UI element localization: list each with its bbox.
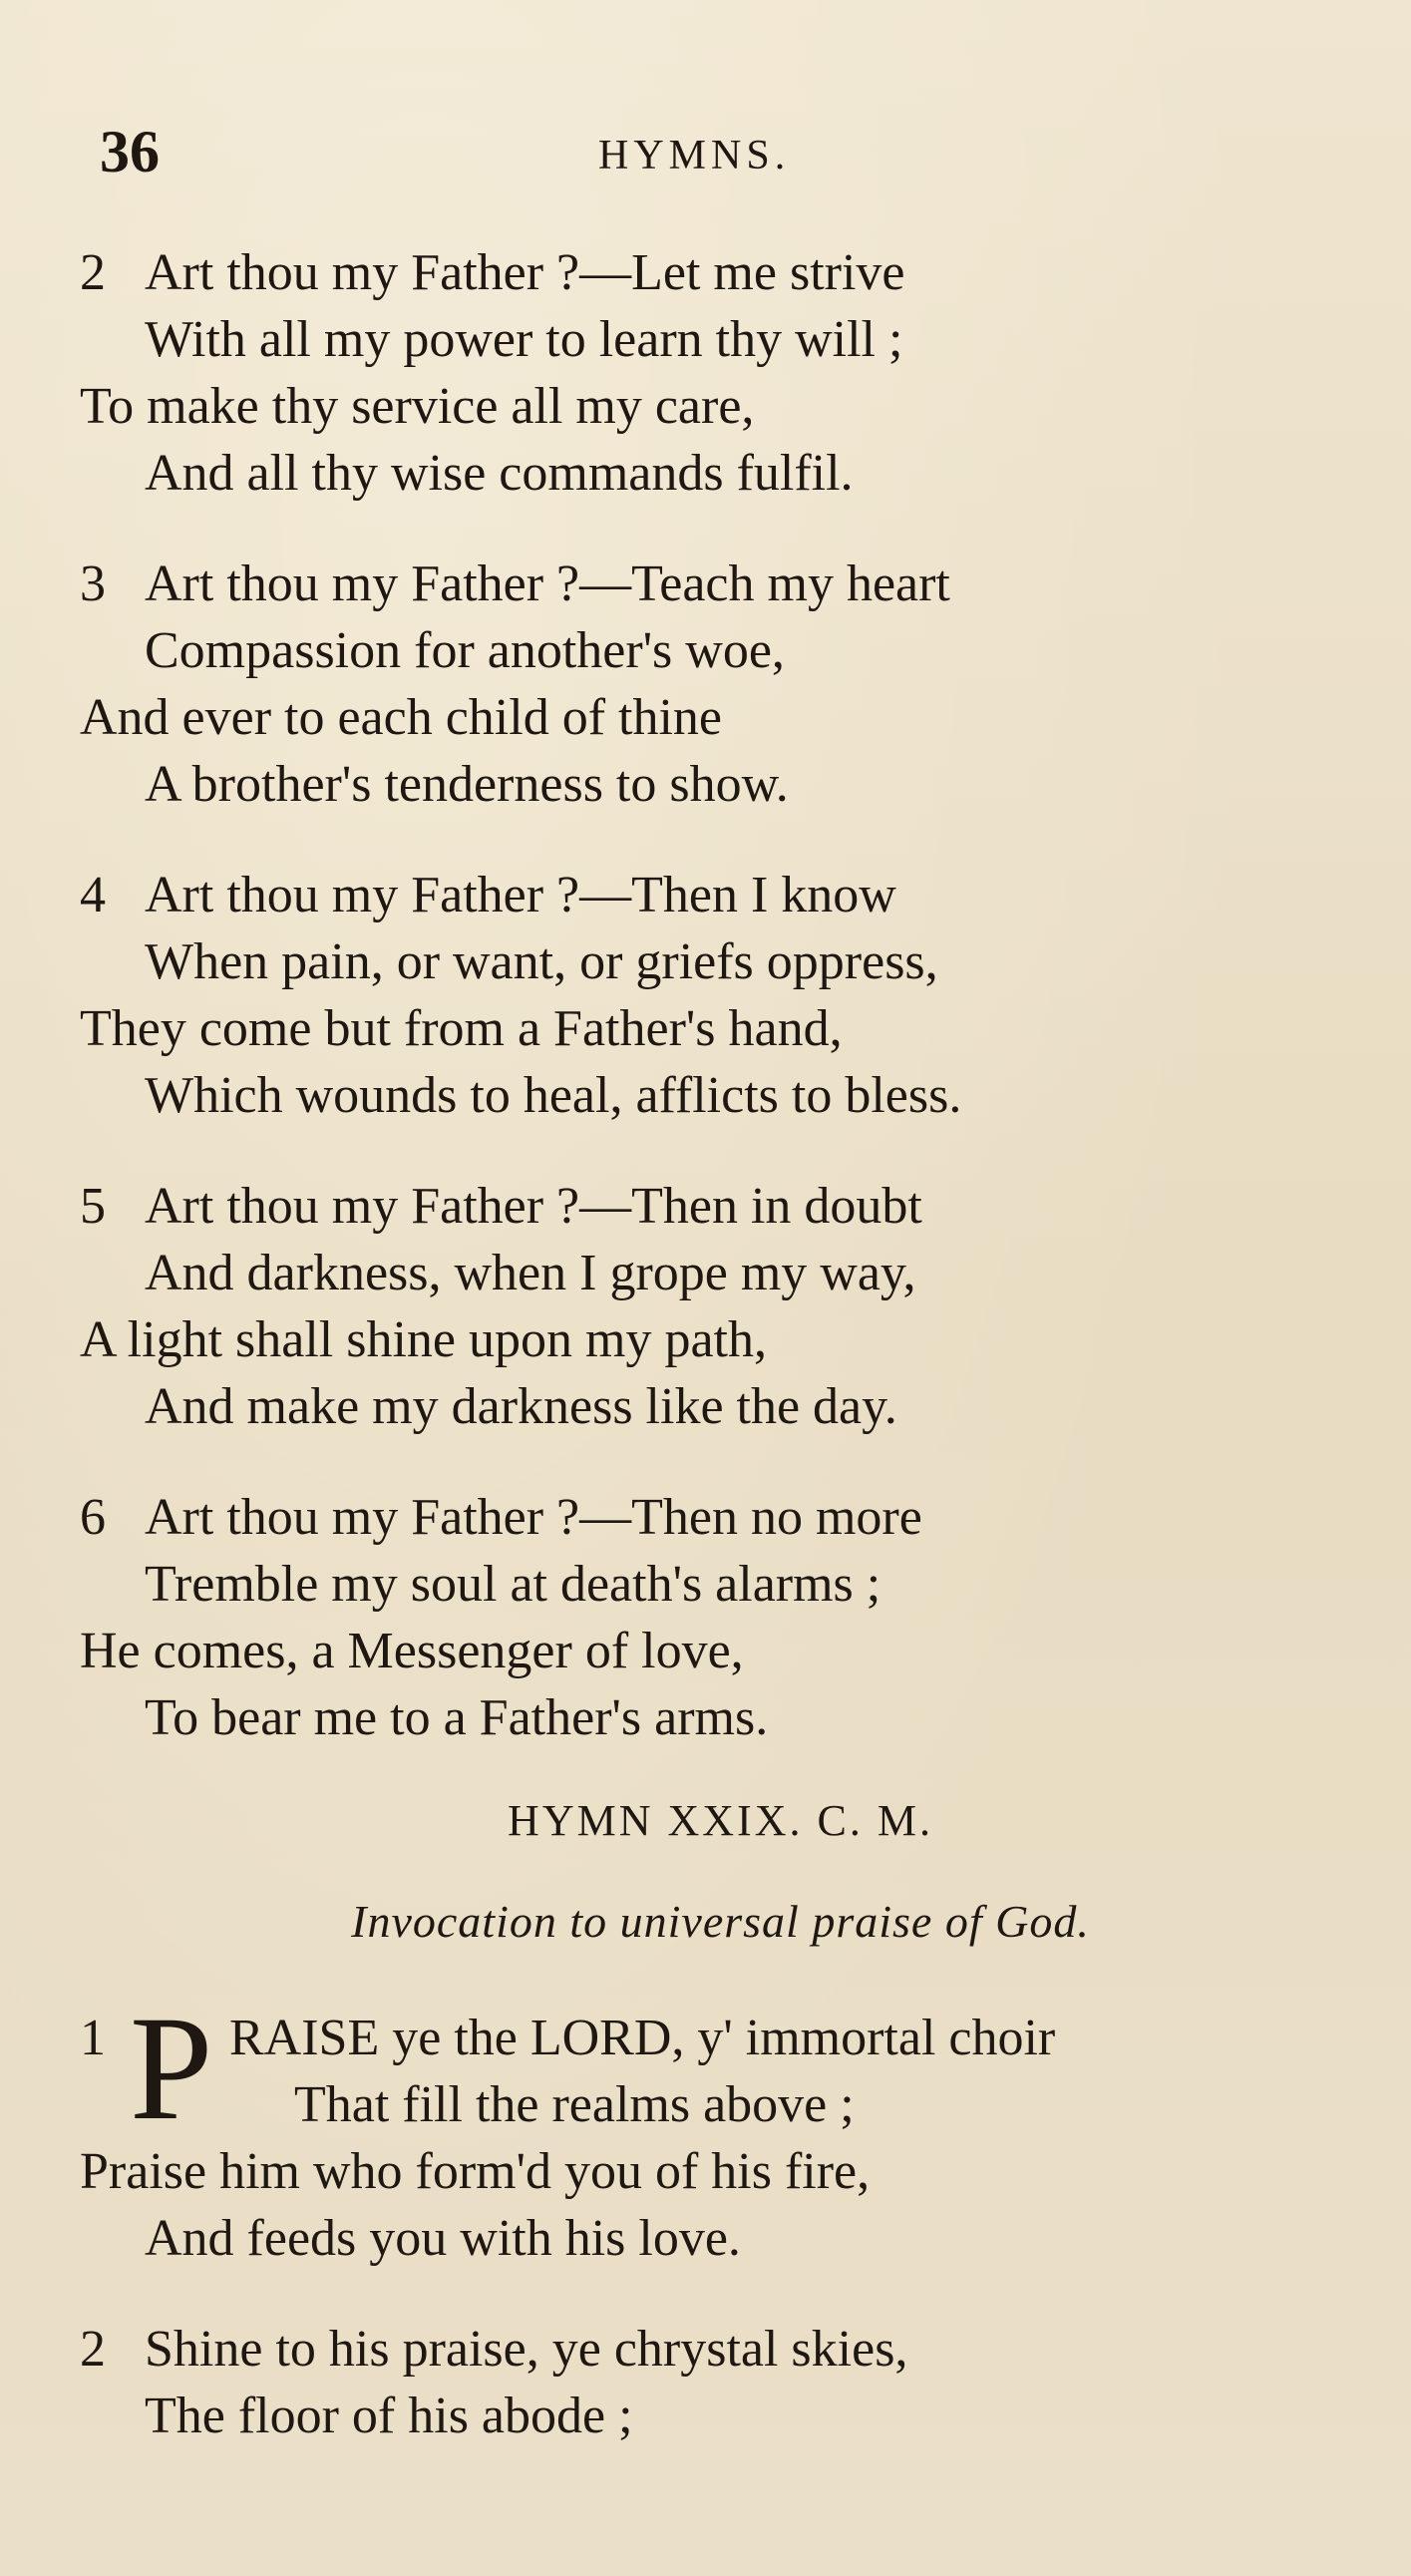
- page-number: 36: [100, 119, 160, 184]
- stanza-number: 4: [80, 867, 106, 923]
- verse-line: [0, 2316, 1411, 2383]
- verse-line: And all thy wise commands fulfil.: [145, 445, 854, 502]
- verse-line: When pain, or want, or griefs oppress,: [145, 933, 938, 990]
- verse-line: Praise him who form'd you of his fire,: [80, 2143, 871, 2200]
- stanza-number: 1: [80, 2010, 106, 2066]
- stanza: [0, 1484, 1411, 1751]
- hymn-subtitle: Invocation to universal praise of God.: [351, 1896, 1090, 1947]
- verse-line-text: Shine to his praise, ye chrystal skies,: [145, 2321, 908, 2378]
- verse-line: A brother's tenderness to show.: [145, 756, 789, 813]
- verse-line: They come but from a Father's hand,: [80, 1000, 843, 1057]
- stanza: [0, 1173, 1411, 1440]
- verse-line: To make thy service all my care,: [80, 378, 755, 435]
- verse-line: And feeds you with his love.: [145, 2210, 741, 2267]
- verse-line: Compassion for another's woe,: [145, 622, 785, 679]
- verse-line: The floor of his abode ;: [145, 2388, 633, 2444]
- verse-line: Tremble my soul at death's alarms ;: [145, 1556, 882, 1613]
- verse-line: He comes, a Messenger of love,: [80, 1623, 744, 1679]
- verse-line-text: Art thou my Father ?—Then no more: [145, 1489, 922, 1546]
- verse-line: [0, 1484, 1411, 1551]
- hymn-title: HYMN XXIX. C. M.: [508, 1796, 933, 1845]
- verse-line: And darkness, when I grope my way,: [145, 1245, 916, 1301]
- stanza: [0, 862, 1411, 1129]
- stanza: [0, 239, 1411, 507]
- verse-line: RAISE ye the LORD, y' immortal choir: [229, 2010, 1056, 2066]
- verse-line-text: Art thou my Father ?—Teach my heart: [145, 555, 950, 612]
- stanza: [0, 2316, 1411, 2449]
- verse-line: [0, 862, 1411, 928]
- verse-line-text: Art thou my Father ?—Let me strive: [145, 244, 905, 301]
- running-head: HYMNS.: [598, 133, 791, 179]
- drop-cap: P: [130, 1986, 213, 2151]
- verse-line-text: Art thou my Father ?—Then in doubt: [145, 1178, 922, 1235]
- stanza: [0, 1986, 1411, 2272]
- verse-line: [0, 1173, 1411, 1240]
- verse-line: A light shall shine upon my path,: [80, 1311, 767, 1368]
- verse-line: And ever to each child of thine: [80, 689, 722, 746]
- verse-line-text: Art thou my Father ?—Then I know: [145, 867, 896, 923]
- verse-line: [0, 239, 1411, 306]
- stanza-number: 3: [80, 555, 106, 612]
- stanza-number: 6: [80, 1489, 106, 1546]
- verse-line: To bear me to a Father's arms.: [145, 1689, 769, 1746]
- stanza-number: 2: [80, 244, 106, 301]
- stanza-number: 2: [80, 2321, 106, 2378]
- verse-line: And make my darkness like the day.: [145, 1378, 897, 1435]
- stanza: [0, 551, 1411, 818]
- page-header: [0, 118, 1411, 197]
- stanza-number: 5: [80, 1178, 106, 1235]
- verse-line: [0, 551, 1411, 617]
- verse-line: With all my power to learn thy will ;: [145, 311, 903, 368]
- verse-line: Which wounds to heal, afflicts to bless.: [145, 1067, 962, 1124]
- verse-line: That fill the realms above ;: [294, 2076, 855, 2133]
- hymn-text: [0, 239, 1411, 2493]
